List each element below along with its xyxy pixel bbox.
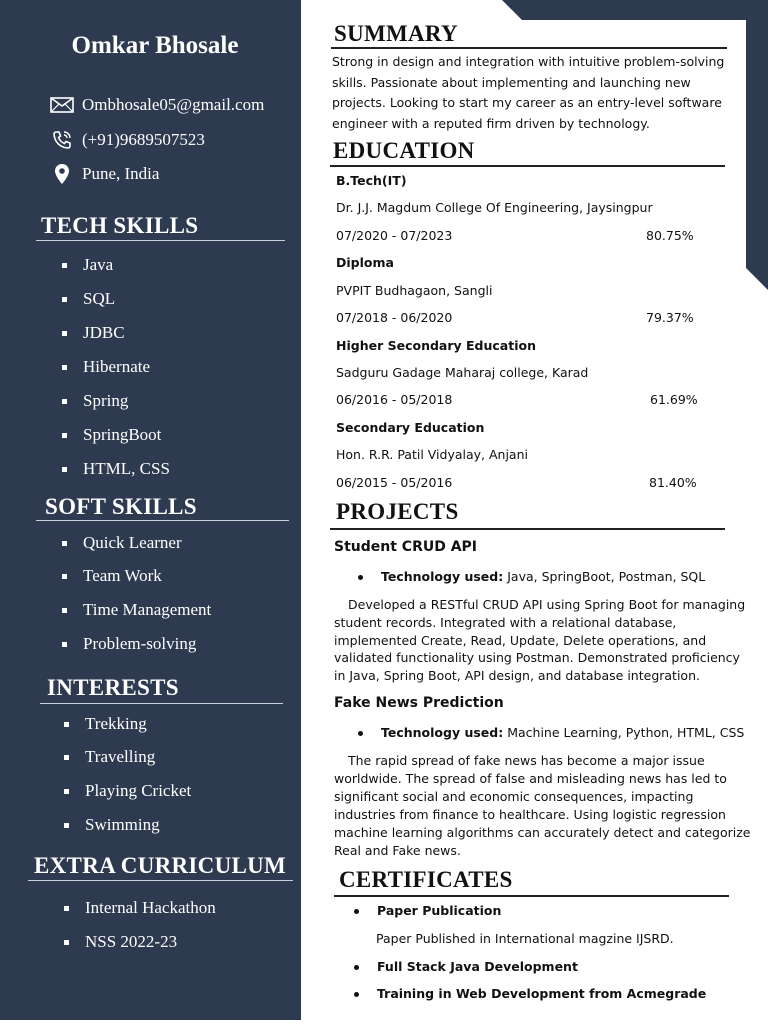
certificates-heading: CERTIFICATES (339, 867, 513, 892)
text-line: projects. Looking to start my career as an entry-level software (332, 95, 722, 110)
summary-heading: SUMMARY (334, 21, 458, 46)
list-item: Time Management (62, 600, 211, 620)
degree: Secondary Education (336, 420, 485, 435)
text-line: implemented Create, Read, Update, Delete operations, and (334, 633, 707, 648)
list-item: Spring (62, 391, 128, 411)
bullet-icon (354, 909, 359, 914)
text-line: skills. Passionate about implementing and launching new (332, 75, 691, 90)
degree: Diploma (336, 255, 394, 270)
divider (331, 47, 727, 49)
list-item: JDBC (62, 323, 125, 343)
divider (330, 165, 725, 167)
text-line: The rapid spread of fake news has become a major issue (348, 753, 705, 768)
list-item: NSS 2022-23 (64, 932, 177, 952)
tech-skills-heading: TECH SKILLS (41, 213, 199, 238)
interests-heading: INTERESTS (47, 675, 179, 700)
extra-curriculum-heading: EXTRA CURRICULUM (34, 853, 287, 878)
institute: Hon. R.R. Patil Vidyalay, Anjani (336, 447, 528, 462)
list-item: Java (62, 255, 113, 275)
project-tech: Technology used: Java, SpringBoot, Postman, SQL (358, 567, 705, 587)
email-text: Ombhosale05@gmail.com (82, 95, 265, 114)
soft-skills-heading: SOFT SKILLS (45, 494, 197, 519)
bullet-icon (354, 992, 359, 997)
score: 80.75% (646, 228, 694, 243)
divider (40, 703, 283, 704)
institute: Dr. J.J. Magdum College Of Engineering, Jaysingpur (336, 200, 653, 215)
period: 07/2020 - 07/2023 (336, 228, 453, 243)
institute: Sadguru Gadage Maharaj college, Karad (336, 365, 589, 380)
text-line: validated functionality using Postman. Demonstrated proficiency (334, 650, 740, 665)
list-item: Playing Cricket (64, 781, 191, 801)
list-item: Travelling (64, 747, 155, 767)
degree: Higher Secondary Education (336, 338, 536, 353)
project-tech: Technology used: Machine Learning, Python, HTML, CSS (358, 723, 744, 743)
certificate-title: Paper Publication (354, 901, 501, 921)
score: 61.69% (650, 392, 698, 407)
period: 06/2015 - 05/2016 (336, 475, 453, 490)
list-item: Problem-solving (62, 634, 196, 654)
divider (330, 528, 725, 530)
project-title: Student CRUD API (334, 539, 478, 555)
list-item: HTML, CSS (62, 459, 170, 479)
text-line: worldwide. The spread of false and misleading news has led to (334, 771, 727, 786)
divider (28, 880, 293, 881)
text-line: Developed a RESTful CRUD API using Spring Boot for managing (348, 597, 746, 612)
certificate-title: Training in Web Development from Acmegrade (354, 984, 706, 1004)
divider (36, 520, 289, 521)
phone-text: (+91)9689507523 (82, 130, 205, 149)
list-item: Swimming (64, 815, 160, 835)
candidate-name: Omkar Bhosale (71, 32, 239, 59)
score: 79.37% (646, 310, 694, 325)
location-text: Pune, India (82, 164, 160, 183)
text-line: student records. Integrated with a relational database, (334, 615, 677, 630)
institute: PVPIT Budhagaon, Sangli (336, 283, 493, 298)
divider (334, 895, 729, 897)
bullet-icon (358, 731, 363, 736)
text-line: in Java, Spring Boot, API design, and database integration. (334, 668, 700, 683)
list-item: SQL (62, 289, 115, 309)
bullet-icon (354, 965, 359, 970)
degree: B.Tech(IT) (336, 173, 407, 188)
list-item: Quick Learner (62, 533, 182, 553)
list-item: SpringBoot (62, 425, 161, 445)
projects-heading: PROJECTS (336, 499, 459, 524)
list-item: Hibernate (62, 357, 150, 377)
text-line: machine learning algorithms can accurately detect and categorize (334, 825, 751, 840)
education-heading: EDUCATION (333, 138, 475, 163)
certificate-title: Full Stack Java Development (354, 957, 578, 977)
list-item: Team Work (62, 566, 162, 586)
text-line: significant social and economic consequences, impacting (334, 789, 694, 804)
text-line: industries from finance to healthcare. Using logistic regression (334, 807, 726, 822)
period: 06/2016 - 05/2018 (336, 392, 453, 407)
text-line: Strong in design and integration with intuitive problem-solving (332, 54, 725, 69)
bullet-icon (358, 575, 363, 580)
list-item: Trekking (64, 714, 147, 734)
score: 81.40% (649, 475, 697, 490)
list-item: Internal Hackathon (64, 898, 216, 918)
text-line: Real and Fake news. (334, 843, 461, 858)
period: 07/2018 - 06/2020 (336, 310, 453, 325)
text-line: engineer with a reputed firm driven by technology. (332, 116, 650, 131)
certificate-detail: Paper Published in International magzine IJSRD. (376, 931, 674, 946)
project-title: Fake News Prediction (334, 695, 504, 711)
